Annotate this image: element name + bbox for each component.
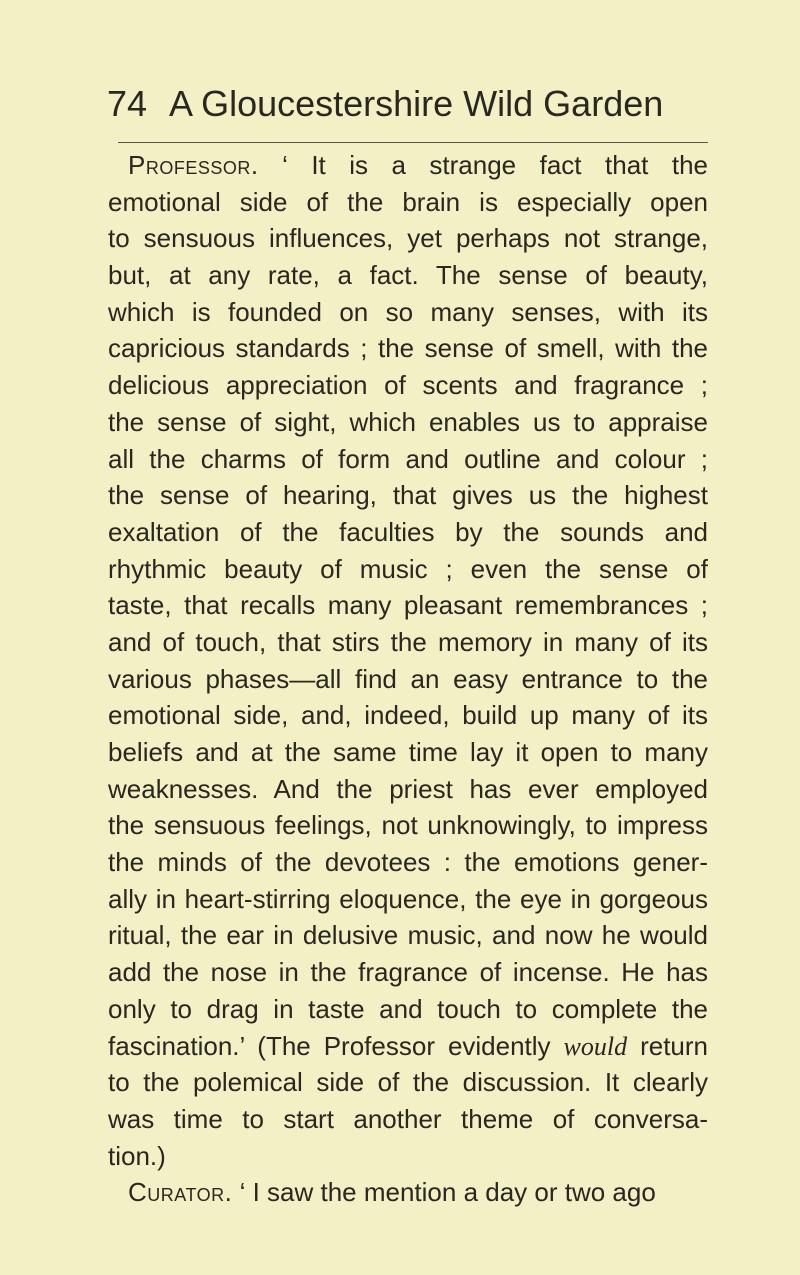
text-line <box>108 1174 708 1211</box>
text-line: rhythmic beauty of music ; even the sense of <box>108 553 708 584</box>
page-number: 74 <box>107 83 148 124</box>
text-line: taste, that recalls many pleasant remembrances ; <box>108 590 708 621</box>
text-line: the sense of hearing, that gives us the highest <box>108 480 708 511</box>
line-text: ‘ It is a strange fact that the <box>282 150 708 180</box>
running-header <box>107 82 707 126</box>
text-line: emotional side of the brain is especially open <box>108 186 708 217</box>
text-line: add the nose in the fragrance of incense. He has <box>108 957 708 988</box>
header-rule <box>118 142 708 143</box>
text-line: which is founded on so many senses, with its <box>108 296 708 327</box>
speaker-name: Professor. <box>128 150 259 180</box>
text-line: all the charms of form and outline and colour ; <box>108 443 708 474</box>
body-text <box>108 147 708 1211</box>
text-line: to sensuous influences, yet perhaps not strange, <box>108 223 708 254</box>
text-line <box>108 1028 708 1065</box>
text-line: various phases—all find an easy entrance to the <box>108 663 708 694</box>
text-line: delicious appreciation of scents and fragrance ; <box>108 370 708 401</box>
running-title: A Gloucestershire Wild Garden <box>169 83 664 124</box>
text-line: was time to start another theme of conversa- <box>108 1103 708 1134</box>
text-line: ally in heart-stirring eloquence, the eye in gorgeous <box>108 883 708 914</box>
text-line: the sensuous feelings, not unknowingly, to impress <box>108 810 708 841</box>
line-text: fascination.’ (The Professor evidently <box>108 1030 551 1061</box>
text-line: emotional side, and, indeed, build up many of its <box>108 700 708 731</box>
text-line: exaltation of the faculties by the sounds and <box>108 516 708 547</box>
line-text: return <box>640 1030 708 1061</box>
text-line: beliefs and at the same time lay it open to many <box>108 737 708 767</box>
text-line: capricious standards ; the sense of smell, with the <box>108 333 708 364</box>
text-line: ritual, the ear in delusive music, and now he would <box>108 920 708 951</box>
text-line: weaknesses. And the priest has ever employed <box>108 773 708 804</box>
text-line: to the polemical side of the discussion. It clearly <box>108 1067 708 1098</box>
text-line: but, at any rate, a fact. The sense of beauty, <box>108 260 708 291</box>
text-line <box>108 147 708 184</box>
text-line: only to drag in taste and touch to complete the <box>108 993 708 1024</box>
speaker-name: Curator. <box>128 1177 233 1208</box>
italic-word: would <box>563 1031 628 1061</box>
text-line: the minds of the devotees : the emotions gener- <box>108 847 708 878</box>
text-line: and of touch, that stirs the memory in many of its <box>108 626 708 657</box>
text-line: tion.) <box>108 1140 166 1171</box>
line-text: ‘ I saw the mention a day or two ago <box>239 1177 656 1208</box>
text-line: the sense of sight, which enables us to appraise <box>108 406 708 437</box>
